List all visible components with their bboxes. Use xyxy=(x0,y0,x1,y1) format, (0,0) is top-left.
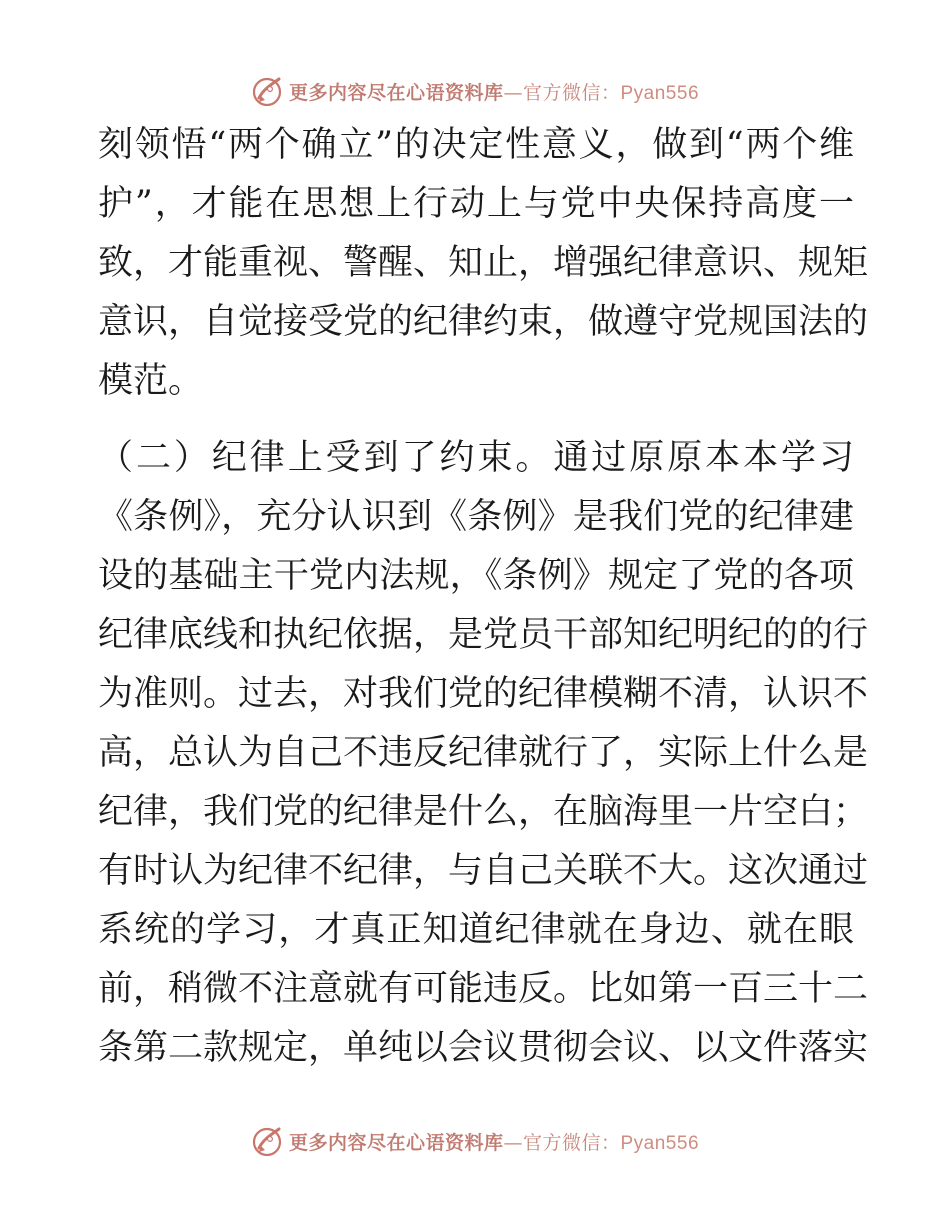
text-line: 纪律底线和执纪依据，是党员干部知纪明纪的的行 xyxy=(98,615,869,655)
watermark-separator: — xyxy=(503,81,523,104)
pen-logo-icon xyxy=(251,1124,285,1158)
text-line: 刻领悟“两个确立”的决定性意义，做到“两个维 xyxy=(98,125,854,165)
watermark-brand: 更多内容尽在心语资料库 xyxy=(288,1131,504,1154)
document-body xyxy=(98,116,869,1078)
text-line: 前，稍微不注意就有可能违反。比如第一百三十二 xyxy=(98,969,869,1009)
text-line: 条第二款规定，单纯以会议贯彻会议、以文件落实 xyxy=(98,1028,869,1068)
section-heading-line: （二）纪律上受到了约束。通过原原本本学习 xyxy=(98,438,854,478)
paragraph-spacer xyxy=(98,411,854,429)
watermark-separator: — xyxy=(503,1131,523,1154)
footer-watermark-banner xyxy=(0,1121,950,1161)
watermark-text xyxy=(289,78,699,105)
text-line: 设的基础主干党内法规，《条例》规定了党的各项 xyxy=(98,556,854,596)
watermark-wechat-label: 官方微信： xyxy=(522,1131,621,1154)
text-line: 致，才能重视、警醒、知止，增强纪律意识、规矩 xyxy=(98,243,869,283)
pen-logo-icon xyxy=(251,74,285,108)
text-line: 高，总认为自己不违反纪律就行了，实际上什么是 xyxy=(98,733,869,773)
text-line: 《条例》，充分认识到《条例》是我们党的纪律建 xyxy=(98,497,854,537)
watermark-wechat-id: Pyan556 xyxy=(620,1132,700,1154)
text-line: 模范。 xyxy=(98,361,204,401)
watermark-brand: 更多内容尽在心语资料库 xyxy=(288,81,504,104)
text-line: 为准则。过去，对我们党的纪律模糊不清，认识不 xyxy=(98,674,869,714)
header-watermark-banner xyxy=(0,71,950,111)
watermark-text xyxy=(289,1128,699,1155)
text-line: 有时认为纪律不纪律，与自己关联不大。这次通过 xyxy=(98,851,869,891)
watermark-wechat-id: Pyan556 xyxy=(620,82,700,104)
paragraph-1 xyxy=(98,116,869,411)
text-line: 纪律，我们党的纪律是什么，在脑海里一片空白； xyxy=(98,792,869,832)
text-line: 系统的学习，才真正知道纪律就在身边、就在眼 xyxy=(98,910,854,950)
watermark-wechat-label: 官方微信： xyxy=(522,81,621,104)
text-line: 意识，自觉接受党的纪律约束，做遵守党规国法的 xyxy=(98,302,869,342)
paragraph-2 xyxy=(98,429,869,1078)
text-line: 护”，才能在思想上行动上与党中央保持高度一 xyxy=(98,184,854,224)
